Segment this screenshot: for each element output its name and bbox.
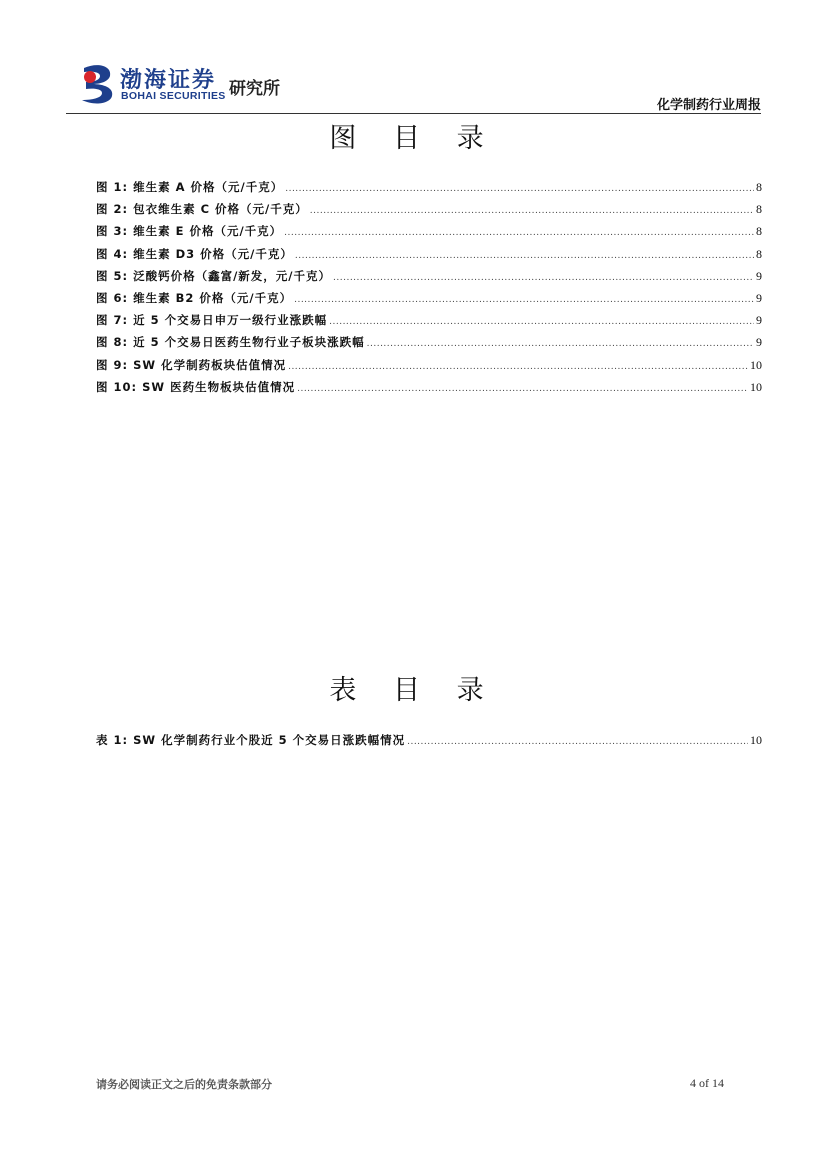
toc-entry[interactable] [96, 376, 762, 398]
toc-leader-dots [333, 267, 754, 289]
figures-toc-title: 图 目 录 [329, 123, 498, 154]
toc-leader-dots [294, 289, 754, 311]
bohai-logo-icon [78, 62, 118, 106]
toc-entry-page: 10 [750, 379, 762, 394]
toc-entry-label: 图 10: SW 医药生物板块估值情况 [96, 379, 296, 394]
toc-leader-dots [367, 333, 754, 355]
tables-toc-list [96, 729, 762, 751]
toc-entry[interactable] [96, 729, 762, 751]
toc-entry-label: 图 6: 维生素 B2 价格（元/千克） [96, 290, 293, 305]
institute-label: 研究所 [229, 79, 280, 99]
bohai-securities-logo [78, 62, 308, 108]
logo-chinese-name: 渤海证券 [120, 68, 217, 93]
toc-entry-label: 图 5: 泛酸钙价格（鑫富/新发，元/千克） [96, 268, 332, 283]
toc-entry-label: 图 9: SW 化学制药板块估值情况 [96, 357, 287, 372]
toc-entry[interactable] [96, 176, 762, 198]
toc-entry[interactable] [96, 265, 762, 287]
toc-entry-page: 10 [750, 357, 762, 372]
toc-entry-label: 图 7: 近 5 个交易日申万一级行业涨跌幅 [96, 313, 328, 328]
toc-leader-dots [407, 731, 748, 753]
toc-entry-label: 图 1: 维生素 A 价格（元/千克） [96, 180, 284, 194]
toc-entry[interactable] [96, 354, 762, 376]
toc-entry-page: 9 [756, 335, 762, 350]
toc-entry[interactable] [96, 243, 762, 265]
toc-leader-dots [310, 200, 754, 222]
toc-entry[interactable] [96, 220, 762, 242]
toc-leader-dots [288, 356, 748, 378]
toc-entry-label: 图 2: 包衣维生素 C 价格（元/千克） [96, 202, 308, 217]
toc-entry-label: 图 8: 近 5 个交易日医药生物行业子板块涨跌幅 [96, 335, 365, 350]
header-divider [66, 113, 761, 114]
figures-toc-list [96, 176, 762, 398]
toc-leader-dots [295, 245, 754, 267]
toc-entry[interactable] [96, 287, 762, 309]
toc-entry[interactable] [96, 198, 762, 220]
toc-entry-page: 9 [756, 268, 762, 283]
disclaimer-note: 请务必阅读正文之后的免责条款部分 [96, 1078, 272, 1091]
toc-entry-page: 8 [756, 202, 762, 217]
toc-entry[interactable] [96, 309, 762, 331]
toc-entry-page: 8 [756, 224, 762, 239]
toc-entry[interactable] [96, 331, 762, 353]
toc-entry-page: 10 [750, 733, 762, 747]
logo-english-name: BOHAI SECURITIES [121, 90, 226, 102]
page-indicator: 4 of 14 [690, 1076, 724, 1090]
toc-leader-dots [284, 222, 754, 244]
toc-entry-page: 9 [756, 290, 762, 305]
toc-leader-dots [329, 311, 754, 333]
report-type: 化学制药行业周报 [656, 98, 761, 113]
page-header [0, 0, 827, 116]
toc-entry-label: 图 4: 维生素 D3 价格（元/千克） [96, 246, 293, 261]
toc-entry-label: 图 3: 维生素 E 价格（元/千克） [96, 224, 283, 239]
toc-entry-page: 9 [756, 313, 762, 328]
toc-entry-page: 8 [756, 180, 762, 194]
toc-leader-dots [285, 178, 754, 200]
tables-toc-title: 表 目 录 [329, 675, 498, 706]
toc-leader-dots [297, 378, 748, 400]
toc-entry-label: 表 1: SW 化学制药行业个股近 5 个交易日涨跌幅情况 [96, 733, 406, 747]
toc-entry-page: 8 [756, 246, 762, 261]
